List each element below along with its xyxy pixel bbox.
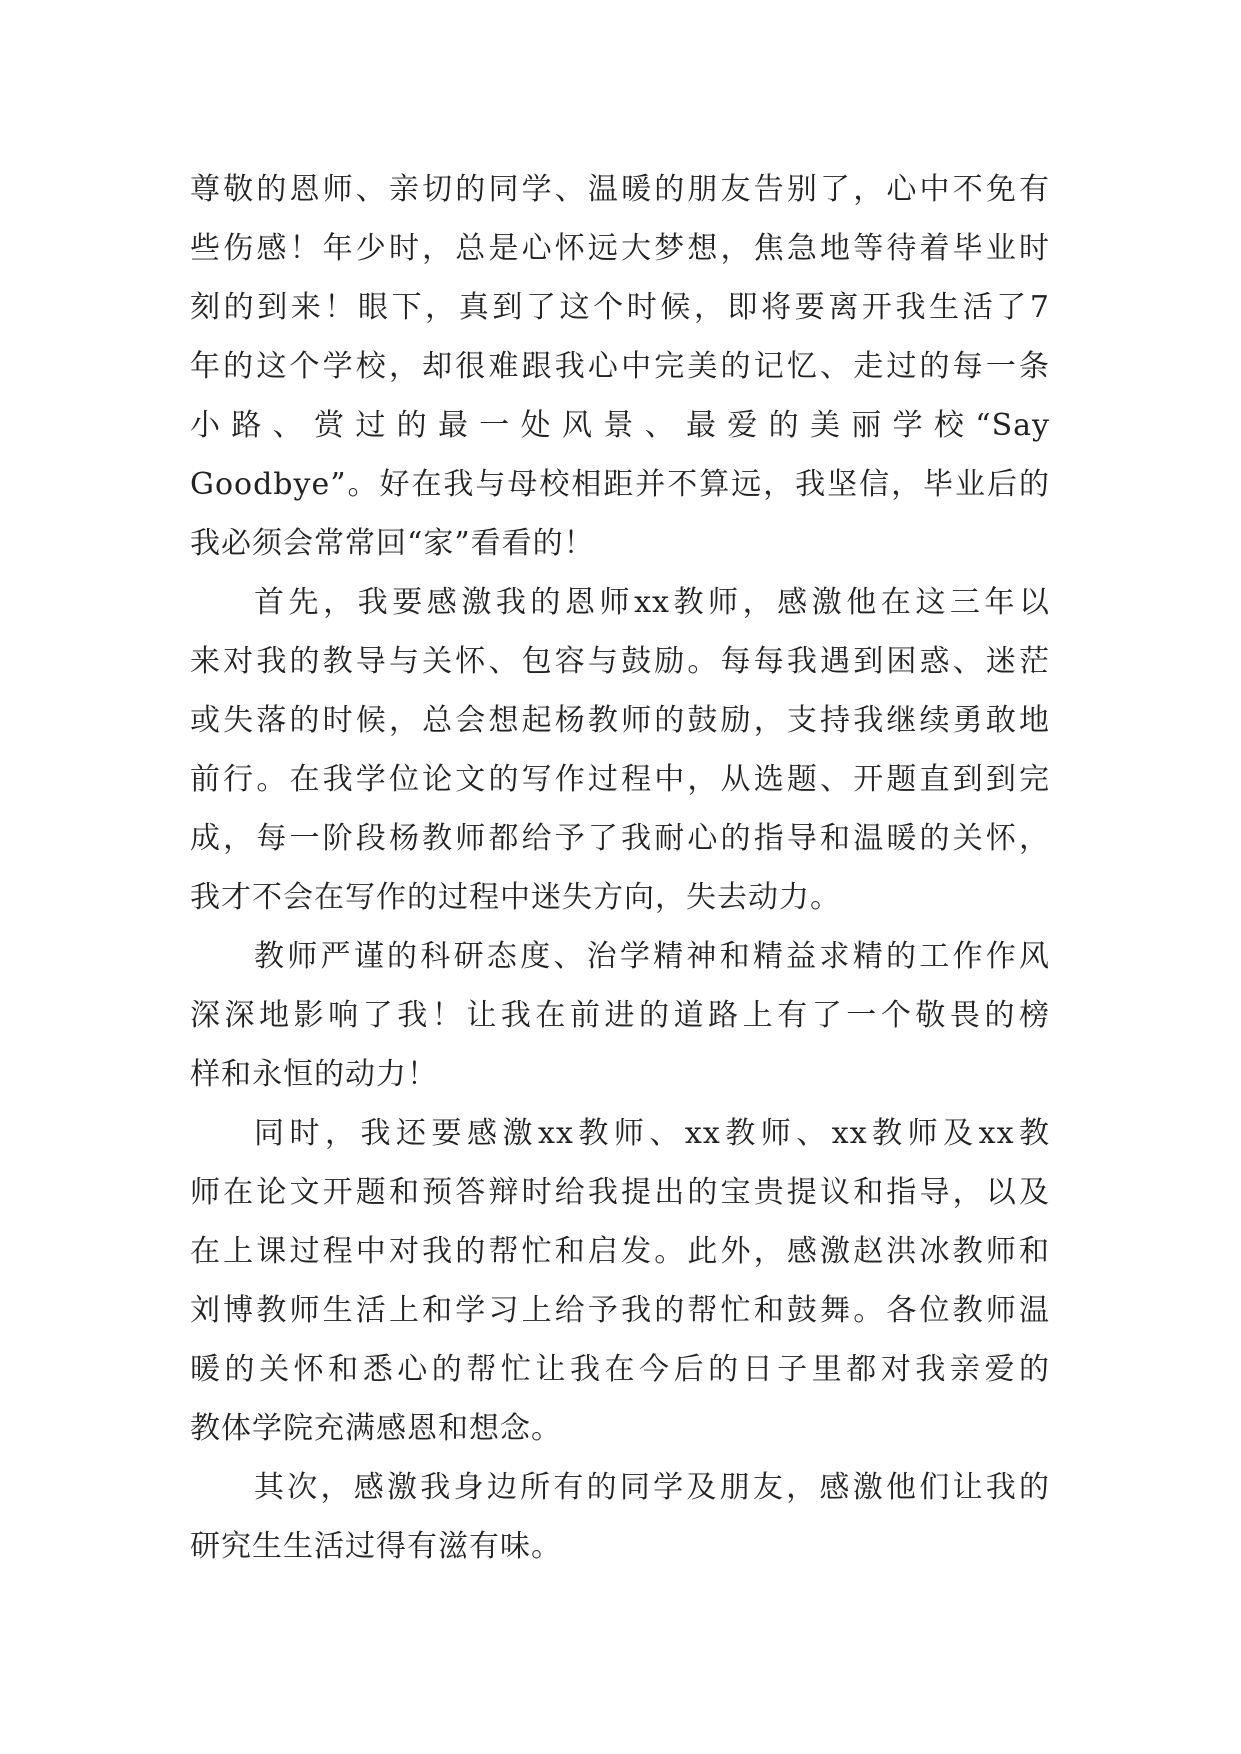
text-line: 研究生生活过得有滋有味。 xyxy=(190,1529,562,1564)
text-line: 成，每一阶段杨教师都给予了我耐心的指导和温暖的关怀， xyxy=(190,821,1050,856)
text-line: 在上课过程中对我的帮忙和启发。此外，感激赵洪冰教师和 xyxy=(190,1234,1050,1269)
text-line: 同时，我还要感激xx教师、xx教师、xx教师及xx教 xyxy=(254,1116,1050,1151)
text-line: 前行。在我学位论文的写作过程中，从选题、开题直到到完 xyxy=(190,762,1050,797)
text-line: 其次，感激我身边所有的同学及朋友，感激他们让我的 xyxy=(254,1470,1050,1505)
text-line: 深深地影响了我！让我在前进的道路上有了一个敬畏的榜 xyxy=(190,998,1050,1033)
text-line: 教体学院充满感恩和想念。 xyxy=(190,1411,562,1446)
text-line: 或失落的时候，总会想起杨教师的鼓励，支持我继续勇敢地 xyxy=(190,703,1050,738)
text-line: 年的这个学校，却很难跟我心中完美的记忆、走过的每一条 xyxy=(190,349,1050,384)
text-line: 首先，我要感激我的恩师xx教师，感激他在这三年以 xyxy=(254,585,1050,620)
text-line: 刻的到来！眼下，真到了这个时候，即将要离开我生活了7 xyxy=(190,290,1050,325)
paragraph-4 xyxy=(190,1104,1050,1458)
text-line: 些伤感！年少时，总是心怀远大梦想，焦急地等待着毕业时 xyxy=(190,231,1050,266)
text-line: 来对我的教导与关怀、包容与鼓励。每每我遇到困惑、迷茫 xyxy=(190,644,1050,679)
paragraph-2 xyxy=(190,573,1050,927)
text-line: 暖的关怀和悉心的帮忙让我在今后的日子里都对我亲爱的 xyxy=(190,1352,1050,1387)
paragraph-1 xyxy=(190,160,1050,573)
text-line: 刘博教师生活上和学习上给予我的帮忙和鼓舞。各位教师温 xyxy=(190,1293,1050,1328)
text-line: 教师严谨的科研态度、治学精神和精益求精的工作作风 xyxy=(254,939,1050,974)
text-line: 小路、赏过的最一处风景、最爱的美丽学校“Say xyxy=(190,408,1050,443)
text-line: 我必须会常常回“家”看看的！ xyxy=(190,526,595,561)
text-line: 样和永恒的动力！ xyxy=(190,1057,438,1092)
document-body xyxy=(190,160,1050,1576)
text-line: Goodbye”。好在我与母校相距并不算远，我坚信，毕业后的 xyxy=(190,467,1050,502)
paragraph-5 xyxy=(190,1458,1050,1576)
text-line: 师在论文开题和预答辩时给我提出的宝贵提议和指导，以及 xyxy=(190,1175,1050,1210)
text-line: 我才不会在写作的过程中迷失方向，失去动力。 xyxy=(190,880,841,915)
text-line: 尊敬的恩师、亲切的同学、温暖的朋友告别了，心中不免有 xyxy=(190,172,1050,207)
paragraph-3 xyxy=(190,927,1050,1104)
